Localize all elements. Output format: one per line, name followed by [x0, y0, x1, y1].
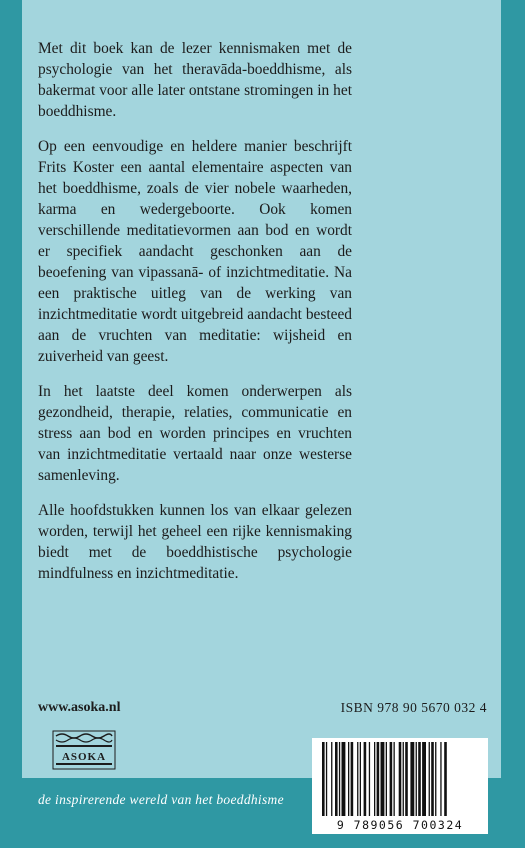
barcode-bar [369, 742, 370, 816]
barcode-bar [339, 742, 340, 816]
barcode-bar [394, 742, 395, 816]
asoka-logo [52, 730, 116, 770]
barcode-bar [431, 742, 434, 816]
asoka-logo-icon [52, 730, 116, 770]
barcode-number: 9 789056 700324 [336, 818, 464, 832]
barcode-bar [440, 742, 441, 816]
barcode-bar [386, 742, 387, 816]
barcode-bar [348, 742, 349, 816]
barcode-bar [377, 742, 380, 816]
barcode-bar [326, 742, 327, 816]
barcode-bar [381, 742, 385, 816]
barcode-bar [357, 742, 358, 816]
barcode-bar [390, 742, 393, 816]
barcode-bar [360, 742, 361, 816]
barcode-bar [364, 742, 367, 816]
barcode-bar [331, 742, 332, 816]
barcode-bar [435, 742, 436, 816]
barcode-bar [374, 742, 375, 816]
barcode-bar [322, 742, 325, 816]
isbn-number: ISBN 978 90 5670 032 4 [340, 700, 487, 715]
barcode-bar [335, 742, 338, 816]
barcode-bar [422, 742, 426, 816]
barcode-bar [399, 742, 402, 816]
barcode-bar [403, 742, 404, 816]
paragraph-3: In het laatste deel komen onderwerpen als gezondheid, therapie, relaties, communicatie en stress aan bod en worden principes en vruchten van inzichtmeditatie vertaald naar onze westerse samenleving. [38, 383, 352, 484]
barcode [312, 738, 488, 834]
paragraph-4: Alle hoofdstukken kunnen los van elkaar gelezen worden, terwijl het geheel een rijke kennismaking biedt met de boeddhistische psychologie mindfulness en inzichtmeditatie. [38, 502, 352, 582]
barcode-bar [410, 742, 414, 816]
barcode-bar [418, 742, 421, 816]
barcode-bar [351, 742, 354, 816]
barcode-bar [416, 742, 417, 816]
barcode-bar [342, 742, 346, 816]
paragraph-1: Met dit boek kan de lezer kennismaken met de psychologie van het theravāda-boeddhisme, als bakermat voor alle later ontstane stromingen in het boeddhisme. [38, 40, 352, 120]
barcode-bar [429, 742, 430, 816]
description-text [38, 38, 352, 598]
tagline: de inspirerende wereld van het boeddhisme [38, 792, 284, 807]
publisher-url: www.asoka.nl [38, 700, 121, 715]
barcode-bars [318, 742, 482, 816]
paragraph-2: Op een eenvoudige en heldere manier beschrijft Frits Koster een aantal elementaire aspecten van het boeddhisme, zoals de vier nobele waarheden, karma en wedergeboorte. Ook komen verschillende meditatievormen aan bod en wordt er specifiek aandacht geschonken aan de beoefening van vipassanā- of inzichtmeditatie. Na een praktische uitleg van de werking van inzichtmeditatie wordt uitgebreid aandacht besteed aan de vruchten van meditatie: wijsheid en zuiverheid van geest. [38, 138, 352, 365]
logo-text: ASOKA [61, 751, 107, 763]
barcode-bar [405, 742, 408, 816]
barcode-bar [444, 742, 447, 816]
